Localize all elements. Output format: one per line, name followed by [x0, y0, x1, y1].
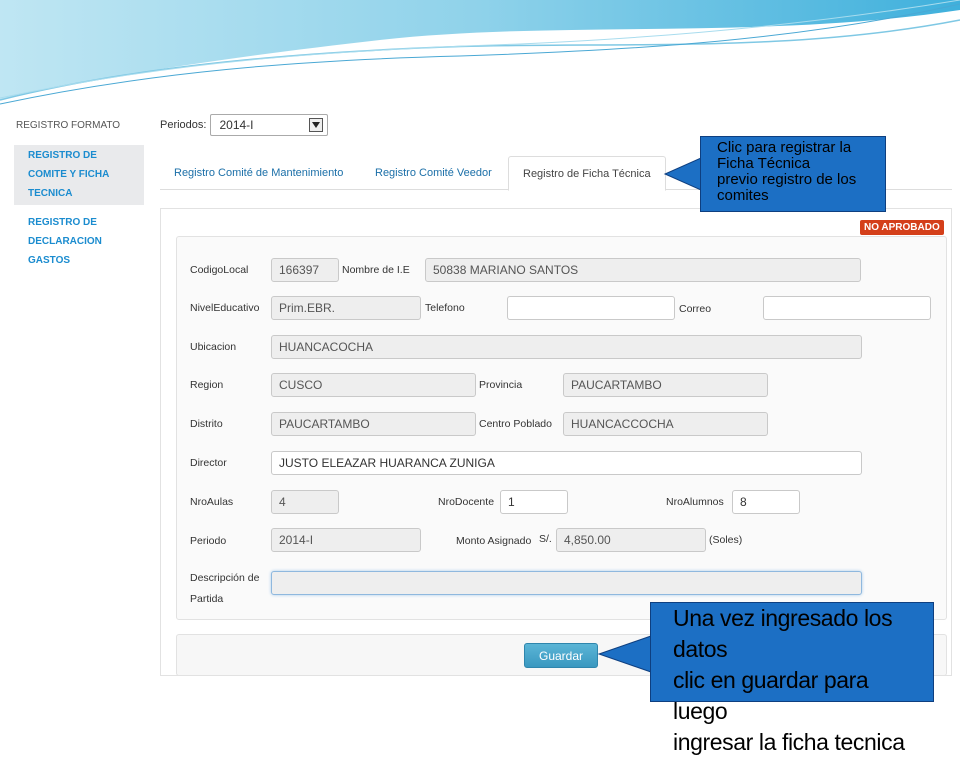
nro-docente-label: NroDocente: [438, 496, 495, 508]
periodo-field[interactable]: 2014-I: [271, 528, 421, 552]
correo-label: Correo: [679, 303, 712, 315]
nivel-educativo-label: NivelEducativo: [190, 302, 260, 314]
telefono-input[interactable]: [507, 296, 675, 320]
sidebar: [14, 120, 144, 270]
header-wave-decoration: [0, 0, 960, 110]
sidebar-item-declaracion-gastos[interactable]: [14, 213, 144, 270]
centro-poblado-field[interactable]: HUANCACCOCHA: [563, 412, 768, 436]
callout-guardar: [650, 602, 934, 755]
provincia-field[interactable]: PAUCARTAMBO: [563, 373, 768, 397]
monto-asignado-field[interactable]: 4,850.00: [556, 528, 706, 552]
periodo-field-label: Periodo: [190, 535, 227, 547]
distrito-label: Distrito: [190, 418, 223, 430]
distrito-field[interactable]: PAUCARTAMBO: [271, 412, 476, 436]
nivel-educativo-field[interactable]: Prim.EBR.: [271, 296, 421, 320]
sidebar-title: REGISTRO FORMATO: [16, 120, 121, 131]
periodo-label: Periodos:: [160, 119, 207, 131]
director-label: Director: [190, 457, 227, 469]
chevron-down-icon[interactable]: [309, 118, 323, 132]
soles-unit-label: (Soles): [709, 534, 743, 546]
nro-aulas-field[interactable]: 4: [271, 490, 339, 514]
codigo-local-field[interactable]: 166397: [271, 258, 339, 282]
correo-input[interactable]: [763, 296, 931, 320]
region-label: Region: [190, 379, 224, 391]
callout-line: previo registro de los: [717, 171, 857, 188]
ubicacion-field[interactable]: HUANCACOCHA: [271, 335, 862, 359]
descripcion-partida-label-line: Descripción de: [190, 572, 260, 584]
periodo-select-value: 2014-I: [219, 118, 254, 132]
tab-comite-veedor[interactable]: Registro Comité Veedor: [375, 167, 492, 179]
callout-line: clic en guardar para luego: [673, 667, 869, 724]
guardar-button[interactable]: Guardar: [524, 643, 598, 668]
callout-line: Clic para registrar la: [717, 139, 852, 156]
nombre-ie-field[interactable]: 50838 MARIANO SANTOS: [425, 258, 861, 282]
director-input[interactable]: JUSTO ELEAZAR HUARANCA ZUNIGA: [271, 451, 862, 475]
sidebar-item-label: DECLARACION: [28, 236, 102, 247]
sidebar-item-label: REGISTRO DE: [28, 217, 97, 228]
callout-line: Una vez ingresado los datos: [673, 605, 893, 662]
centro-poblado-label: Centro Poblado: [479, 418, 552, 430]
telefono-label: Telefono: [425, 302, 465, 314]
region-field[interactable]: CUSCO: [271, 373, 476, 397]
nombre-ie-label: Nombre de I.E: [342, 264, 410, 276]
descripcion-partida-input[interactable]: [271, 571, 862, 595]
callout-arrow-left-icon: [598, 634, 652, 674]
descripcion-partida-label-line: Partida: [190, 593, 224, 605]
tab-ficha-tecnica[interactable]: Registro de Ficha Técnica: [508, 156, 666, 191]
periodo-selector-row: [160, 114, 328, 136]
callout-ficha-tecnica: [700, 136, 886, 212]
callout-line: comites: [717, 187, 769, 204]
callout-line: Ficha Técnica: [717, 155, 811, 172]
sidebar-item-comite-ficha[interactable]: [14, 145, 144, 205]
nro-alumnos-label: NroAlumnos: [666, 496, 724, 508]
sidebar-item-label: TECNICA: [28, 188, 73, 199]
sidebar-item-label: GASTOS: [28, 255, 71, 266]
provincia-label: Provincia: [479, 379, 523, 391]
descripcion-partida-label: [190, 568, 259, 610]
currency-label: S/.: [539, 533, 552, 545]
callout-arrow-left-icon: [664, 150, 702, 198]
callout-line: ingresar la ficha tecnica: [673, 729, 905, 755]
nro-aulas-label: NroAulas: [190, 496, 234, 508]
sidebar-item-label: COMITE Y FICHA: [28, 169, 110, 180]
codigo-local-label: CodigoLocal: [190, 264, 249, 276]
monto-asignado-label: Monto Asignado: [456, 535, 532, 547]
nro-alumnos-input[interactable]: 8: [732, 490, 800, 514]
ubicacion-label: Ubicacion: [190, 341, 237, 353]
periodo-select[interactable]: [210, 114, 328, 136]
tab-comite-mantenimiento[interactable]: Registro Comité de Mantenimiento: [174, 167, 344, 179]
nro-docente-input[interactable]: 1: [500, 490, 568, 514]
sidebar-item-label: REGISTRO DE: [28, 150, 97, 161]
status-badge: NO APROBADO: [860, 220, 944, 235]
